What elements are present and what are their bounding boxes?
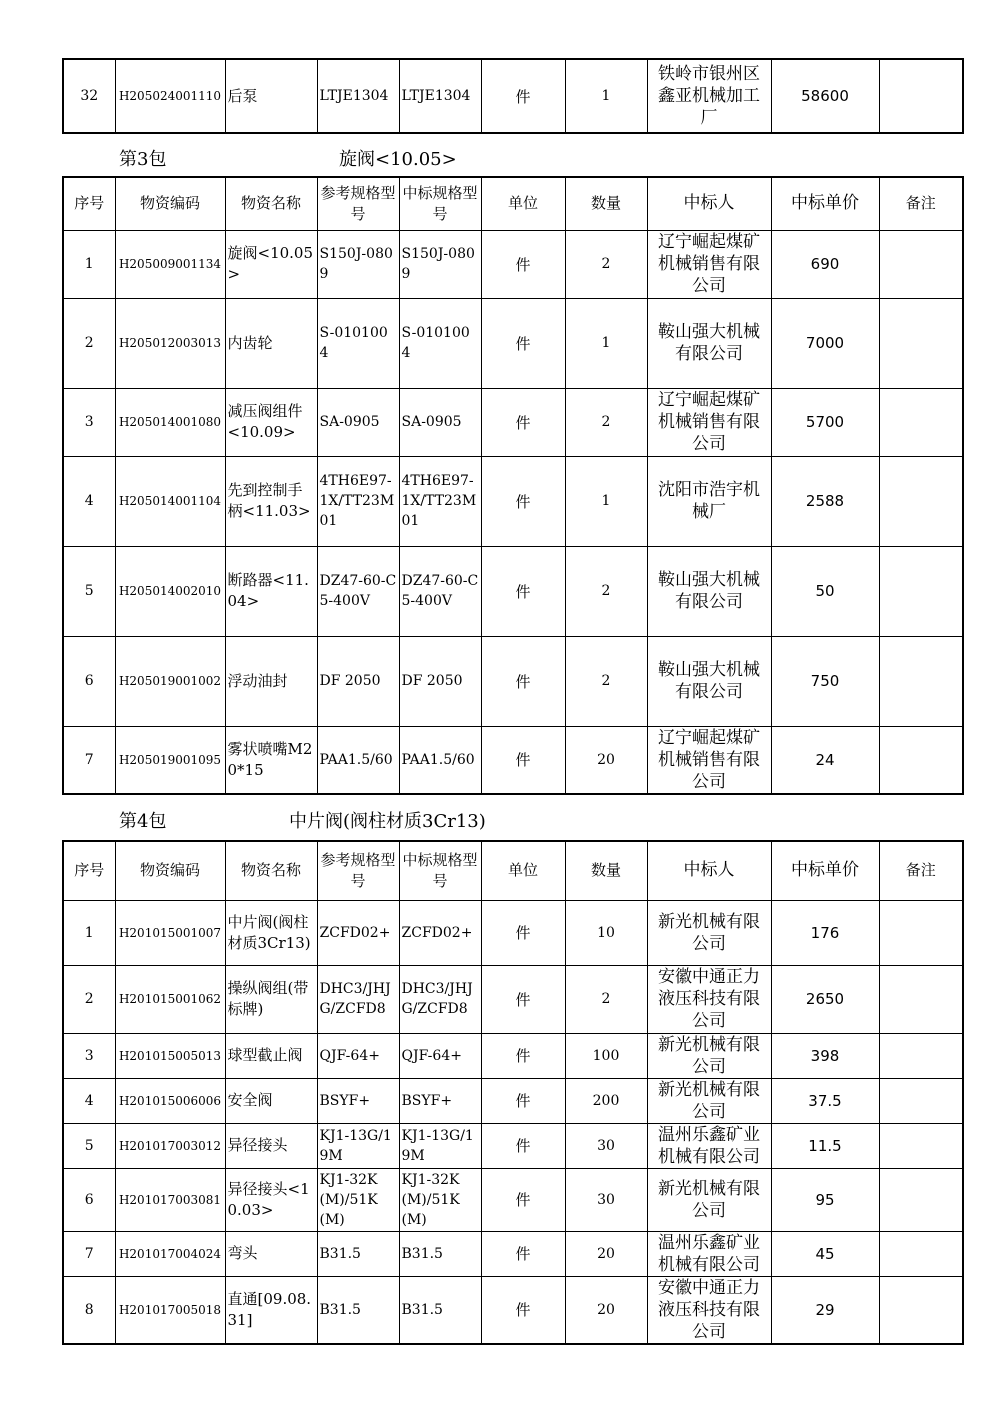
ref-spec-cell: QJF-64+ [317,1033,399,1078]
code-cell: H201017003012 [115,1123,225,1168]
table-row [63,1123,963,1168]
remark-cell [879,636,963,726]
code-cell: H205014001104 [115,456,225,546]
name-cell: 球型截止阀 [225,1033,317,1078]
seq-cell: 2 [63,965,115,1033]
ref-spec-cell: KJ1-32K(M)/51K(M) [317,1168,399,1231]
price-cell: 690 [771,230,879,298]
price-cell: 2650 [771,965,879,1033]
table-row [63,546,963,636]
seq-cell: 3 [63,388,115,456]
header-row [63,841,963,900]
header-seq: 序号 [63,841,115,900]
unit-cell: 件 [481,1123,565,1168]
seq-cell: 5 [63,1123,115,1168]
qty-cell: 2 [565,388,647,456]
remark-cell [879,900,963,965]
price-cell: 58600 [771,59,879,133]
header-name: 物资名称 [225,841,317,900]
header-unit: 单位 [481,177,565,230]
qty-cell: 1 [565,59,647,133]
code-cell: H201015006006 [115,1078,225,1123]
unit-cell: 件 [481,636,565,726]
table-row [63,1276,963,1344]
win-spec-cell: B31.5 [399,1276,481,1344]
win-spec-cell: DF 2050 [399,636,481,726]
qty-cell: 2 [565,965,647,1033]
price-cell: 7000 [771,298,879,388]
seq-cell: 1 [63,230,115,298]
seq-cell: 7 [63,726,115,794]
win-spec-cell: S-0101004 [399,298,481,388]
price-cell: 50 [771,546,879,636]
price-cell: 2588 [771,456,879,546]
name-cell: 雾状喷嘴M20*15 [225,726,317,794]
qty-cell: 2 [565,546,647,636]
header-price: 中标单价 [771,841,879,900]
price-cell: 24 [771,726,879,794]
unit-cell: 件 [481,1033,565,1078]
name-cell: 断路器<11.04> [225,546,317,636]
unit-cell: 件 [481,1168,565,1231]
price-cell: 95 [771,1168,879,1231]
price-cell: 37.5 [771,1078,879,1123]
unit-cell: 件 [481,456,565,546]
code-cell: H205019001002 [115,636,225,726]
name-cell: 弯头 [225,1231,317,1276]
header-price: 中标单价 [771,177,879,230]
price-cell: 29 [771,1276,879,1344]
win-spec-cell: DZ47-60-C5-400V [399,546,481,636]
seq-cell: 1 [63,900,115,965]
name-cell: 旋阀<10.05> [225,230,317,298]
header-win-spec: 中标规格型号 [399,177,481,230]
seq-cell: 2 [63,298,115,388]
win-spec-cell: PAA1.5/60 [399,726,481,794]
table-row [63,965,963,1033]
code-cell: H201017004024 [115,1231,225,1276]
table-row [63,230,963,298]
code-cell: H201017005018 [115,1276,225,1344]
unit-cell: 件 [481,388,565,456]
remark-cell [879,1033,963,1078]
header-winner: 中标人 [647,177,771,230]
unit-cell: 件 [481,546,565,636]
unit-cell: 件 [481,1078,565,1123]
package4-label: 第4包 [119,811,167,832]
seq-cell: 5 [63,546,115,636]
win-spec-cell: SA-0905 [399,388,481,456]
qty-cell: 10 [565,900,647,965]
ref-spec-cell: B31.5 [317,1231,399,1276]
winner-cell: 温州乐鑫矿业机械有限公司 [647,1123,771,1168]
code-cell: H201017003081 [115,1168,225,1231]
name-cell: 后泵 [225,59,317,133]
winner-cell: 辽宁崛起煤矿机械销售有限公司 [647,388,771,456]
header-unit: 单位 [481,841,565,900]
unit-cell: 件 [481,726,565,794]
seq-cell: 6 [63,636,115,726]
unit-cell: 件 [481,900,565,965]
code-cell: H201015001062 [115,965,225,1033]
winner-cell: 安徽中通正力液压科技有限公司 [647,1276,771,1344]
header-remark: 备注 [879,841,963,900]
header-row [63,177,963,230]
win-spec-cell: DHC3/JHJG/ZCFD8 [399,965,481,1033]
remark-cell [879,965,963,1033]
qty-cell: 30 [565,1123,647,1168]
unit-cell: 件 [481,298,565,388]
name-cell: 异径接头 [225,1123,317,1168]
table-row [63,456,963,546]
ref-spec-cell: KJ1-13G/19M [317,1123,399,1168]
qty-cell: 1 [565,298,647,388]
package3-table [62,176,964,795]
seq-cell: 3 [63,1033,115,1078]
code-cell: H201015005013 [115,1033,225,1078]
table-row [63,900,963,965]
winner-cell: 安徽中通正力液压科技有限公司 [647,965,771,1033]
name-cell: 内齿轮 [225,298,317,388]
package4-table [62,840,964,1345]
code-cell: H205019001095 [115,726,225,794]
table-row [63,59,963,133]
seq-cell: 8 [63,1276,115,1344]
package3-label: 第3包 [119,149,167,170]
qty-cell: 1 [565,456,647,546]
win-spec-cell: QJF-64+ [399,1033,481,1078]
code-cell: H205012003013 [115,298,225,388]
table-row [63,636,963,726]
price-cell: 5700 [771,388,879,456]
ref-spec-cell: BSYF+ [317,1078,399,1123]
win-spec-cell: 4TH6E97-1X/TT23M01 [399,456,481,546]
ref-spec-cell: LTJE1304 [317,59,399,133]
winner-cell: 新光机械有限公司 [647,1033,771,1078]
table-row [63,298,963,388]
name-cell: 异径接头<10.03> [225,1168,317,1231]
winner-cell: 鞍山强大机械有限公司 [647,546,771,636]
seq-cell: 4 [63,1078,115,1123]
qty-cell: 20 [565,1231,647,1276]
header-win-spec: 中标规格型号 [399,841,481,900]
win-spec-cell: S150J-0809 [399,230,481,298]
ref-spec-cell: B31.5 [317,1276,399,1344]
qty-cell: 2 [565,230,647,298]
header-code: 物资编码 [115,177,225,230]
table-row [63,1231,963,1276]
win-spec-cell: LTJE1304 [399,59,481,133]
seq-cell: 32 [63,59,115,133]
name-cell: 安全阀 [225,1078,317,1123]
unit-cell: 件 [481,965,565,1033]
name-cell: 中片阀(阀柱材质3Cr13) [225,900,317,965]
name-cell: 浮动油封 [225,636,317,726]
header-qty: 数量 [565,841,647,900]
price-cell: 750 [771,636,879,726]
ref-spec-cell: DHC3/JHJG/ZCFD8 [317,965,399,1033]
seq-cell: 6 [63,1168,115,1231]
code-cell: H201015001007 [115,900,225,965]
ref-spec-cell: PAA1.5/60 [317,726,399,794]
header-name: 物资名称 [225,177,317,230]
remark-cell [879,726,963,794]
win-spec-cell: KJ1-13G/19M [399,1123,481,1168]
seq-cell: 7 [63,1231,115,1276]
price-cell: 45 [771,1231,879,1276]
remark-cell [879,546,963,636]
header-winner: 中标人 [647,841,771,900]
table-row [63,726,963,794]
header-ref-spec: 参考规格型号 [317,841,399,900]
unit-cell: 件 [481,1276,565,1344]
ref-spec-cell: SA-0905 [317,388,399,456]
winner-cell: 鞍山强大机械有限公司 [647,298,771,388]
code-cell: H205014001080 [115,388,225,456]
ref-spec-cell: S-0101004 [317,298,399,388]
remark-cell [879,298,963,388]
winner-cell: 辽宁崛起煤矿机械销售有限公司 [647,726,771,794]
code-cell: H205009001134 [115,230,225,298]
table-row [63,1078,963,1123]
unit-cell: 件 [481,1231,565,1276]
remark-cell [879,230,963,298]
qty-cell: 2 [565,636,647,726]
name-cell: 减压阀组件<10.09> [225,388,317,456]
ref-spec-cell: 4TH6E97-1X/TT23M01 [317,456,399,546]
qty-cell: 100 [565,1033,647,1078]
ref-spec-cell: S150J-0809 [317,230,399,298]
ref-spec-cell: DZ47-60-C5-400V [317,546,399,636]
header-ref-spec: 参考规格型号 [317,177,399,230]
price-cell: 398 [771,1033,879,1078]
win-spec-cell: KJ1-32K(M)/51K(M) [399,1168,481,1231]
winner-cell: 新光机械有限公司 [647,900,771,965]
price-cell: 176 [771,900,879,965]
qty-cell: 20 [565,726,647,794]
remark-cell [879,1168,963,1231]
package3-title: 旋阀<10.05> [339,149,457,170]
qty-cell: 200 [565,1078,647,1123]
qty-cell: 20 [565,1276,647,1344]
remark-cell [879,388,963,456]
code-cell: H205014002010 [115,546,225,636]
remark-cell [879,1078,963,1123]
win-spec-cell: B31.5 [399,1231,481,1276]
top-continuation-table [62,58,964,134]
unit-cell: 件 [481,59,565,133]
winner-cell: 温州乐鑫矿业机械有限公司 [647,1231,771,1276]
header-code: 物资编码 [115,841,225,900]
qty-cell: 30 [565,1168,647,1231]
table-row [63,1168,963,1231]
remark-cell [879,456,963,546]
package4-title: 中片阀(阀柱材质3Cr13) [289,811,486,832]
name-cell: 操纵阀组(带标牌) [225,965,317,1033]
unit-cell: 件 [481,230,565,298]
winner-cell: 新光机械有限公司 [647,1168,771,1231]
winner-cell: 新光机械有限公司 [647,1078,771,1123]
seq-cell: 4 [63,456,115,546]
remark-cell [879,1123,963,1168]
win-spec-cell: ZCFD02+ [399,900,481,965]
winner-cell: 铁岭市银州区鑫亚机械加工厂 [647,59,771,133]
code-cell: H205024001110 [115,59,225,133]
table-row [63,388,963,456]
header-seq: 序号 [63,177,115,230]
win-spec-cell: BSYF+ [399,1078,481,1123]
name-cell: 直通[09.08.31] [225,1276,317,1344]
price-cell: 11.5 [771,1123,879,1168]
name-cell: 先到控制手柄<11.03> [225,456,317,546]
winner-cell: 鞍山强大机械有限公司 [647,636,771,726]
winner-cell: 沈阳市浩宇机械厂 [647,456,771,546]
table-row [63,1033,963,1078]
remark-cell [879,1231,963,1276]
header-qty: 数量 [565,177,647,230]
ref-spec-cell: DF 2050 [317,636,399,726]
remark-cell [879,1276,963,1344]
header-remark: 备注 [879,177,963,230]
remark-cell [879,59,963,133]
ref-spec-cell: ZCFD02+ [317,900,399,965]
winner-cell: 辽宁崛起煤矿机械销售有限公司 [647,230,771,298]
